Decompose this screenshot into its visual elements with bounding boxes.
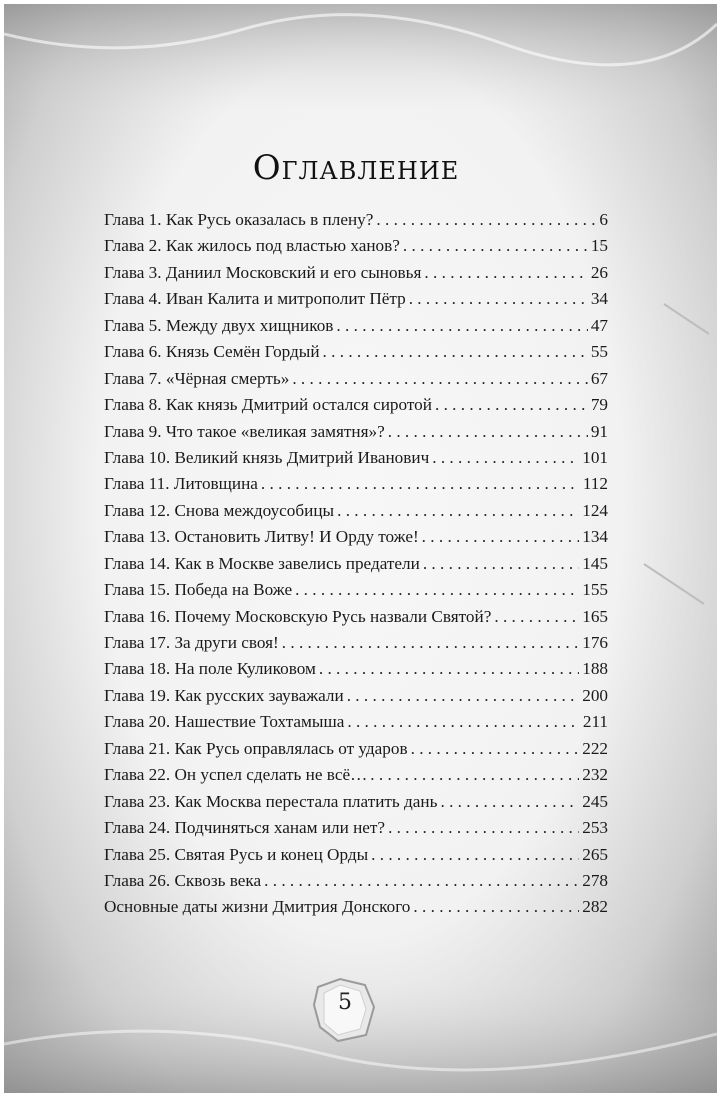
toc-entry-page: 176 [582,633,608,652]
toc-entry [104,739,608,765]
toc-leader-dots [432,448,579,468]
toc-leader-dots [347,686,580,706]
toc-entry-page: 6 [599,210,608,229]
toc-entry [104,422,608,448]
toc-leader-dots [323,342,588,362]
toc-leader-dots [371,845,579,865]
toc-entry [104,765,608,791]
toc-leader-dots [422,527,580,547]
toc-entry [104,792,608,818]
toc-leader-dots [413,897,579,917]
toc-entry-title: Глава 10. Великий князь Дмитрий Иванович [104,447,430,467]
toc-entry [104,474,608,500]
toc-leader-dots [435,395,588,415]
toc-entry [104,210,608,236]
toc-entry-title: Глава 17. За други своя! [104,633,279,652]
toc-entry-page: 15 [590,236,608,256]
toc-entry [104,263,608,289]
toc-entry [104,633,608,659]
toc-entry [104,369,608,395]
toc-entry [104,448,608,474]
toc-leader-dots [261,474,580,494]
toc-entry-title: Глава 5. Между двух хищников [104,315,334,335]
toc-entry [104,871,608,897]
toc-entry-title: Глава 26. Сквозь века [104,870,262,890]
toc-entry-title: Глава 3. Даниил Московский и его сыновья [104,262,422,282]
toc-leader-dots [494,607,579,627]
toc-entry [104,554,608,580]
toc-entry-page: 188 [582,659,608,679]
toc-entry-title: Глава 15. Победа на Воже [104,580,293,600]
toc-entry-page: 34 [590,289,608,309]
toc-leader-dots [376,210,596,230]
toc-leader-dots [411,739,580,759]
toc-entry [104,580,608,606]
toc-entry [104,712,608,738]
toc-entry-page: 134 [582,527,608,547]
toc-entry [104,236,608,262]
toc-leader-dots [264,871,579,891]
toc-entry-title: Глава 22. Он успел сделать не всё… [104,765,368,785]
toc-entry-page: 101 [582,447,608,467]
toc-entry [104,686,608,712]
toc-leader-dots [403,236,588,256]
toc-entry-page: 253 [582,818,608,838]
toc-entry-page: 67 [590,368,608,388]
toc-entry-title: Глава 6. Князь Семён Гордый [104,342,320,362]
toc-entry [104,527,608,553]
toc-entry-title: Глава 1. Как Русь оказалась в плену? [104,210,374,229]
toc-entry [104,501,608,527]
toc-entry-title: Глава 12. Снова междоусобицы [104,500,335,520]
toc-entry-page: 265 [582,844,608,864]
toc-entry-page: 278 [582,870,608,890]
toc-entry [104,316,608,342]
toc-leader-dots [440,792,579,812]
toc-leader-dots [409,289,588,309]
toc-leader-dots [388,818,579,838]
page-title: Оглавление [252,148,460,188]
toc-entry [104,845,608,871]
toc-entry-title: Глава 7. «Чёрная смерть» [104,368,290,388]
toc-entry-title: Глава 9. Что такое «великая замятня»? [104,421,385,441]
toc-entry-title: Глава 4. Иван Калита и митрополит Пётр [104,289,406,309]
toc-entry-page: 124 [582,500,608,520]
toc-entry-page: 55 [590,342,608,362]
toc-entry [104,818,608,844]
toc-entry-title: Глава 16. Почему Московскую Русь назвали Святой? [104,606,492,626]
toc-entry [104,659,608,685]
toc-leader-dots [347,712,580,732]
toc-leader-dots [337,501,579,521]
toc-leader-dots [336,316,587,336]
toc-leader-dots [423,554,579,574]
toc-list [104,210,608,924]
toc-entry-title: Глава 8. Как князь Дмитрий остался сиротой [104,395,432,415]
toc-entry-page: 26 [590,262,608,282]
toc-entry-title: Глава 25. Святая Русь и конец Орды [104,844,369,864]
toc-leader-dots [424,263,587,283]
toc-entry [104,289,608,315]
toc-entry-page: 245 [582,791,608,811]
toc-entry-page: 155 [582,580,608,600]
toc-leader-dots [292,369,588,389]
toc-entry-title: Глава 14. Как в Москве завелись предатели [104,553,420,573]
toc-entry-title: Глава 21. Как Русь оправлялась от ударов [104,738,408,758]
toc-entry-title: Глава 18. На поле Куликовом [104,659,316,679]
toc-entry-title: Глава 19. Как русских зауважали [104,685,344,705]
toc-entry-title: Основные даты жизни Дмитрия Донского [104,897,411,917]
toc-entry-page: 222 [582,738,608,758]
toc-entry [104,897,608,923]
toc-entry [104,607,608,633]
toc-leader-dots [370,765,579,785]
toc-entry-page: 145 [582,553,608,573]
toc-leader-dots [388,422,588,442]
toc-entry [104,395,608,421]
toc-leader-dots [282,633,579,653]
toc-entry-page: 165 [582,606,608,626]
toc-entry-title: Глава 2. Как жилось под властью ханов? [104,236,400,256]
toc-entry-title: Глава 24. Подчиняться ханам или нет? [104,818,386,838]
toc-entry-page: 79 [590,395,608,415]
toc-entry-page: 211 [582,712,608,732]
toc-entry-title: Глава 13. Остановить Литву! И Орду тоже! [104,527,419,547]
toc-entry-title: Глава 20. Нашествие Тохтамыша [104,712,345,732]
page-number: 5 [338,990,352,1015]
toc-leader-dots [319,659,579,679]
toc-entry-page: 91 [590,421,608,441]
toc-entry-title: Глава 23. Как Москва перестала платить дань [104,791,438,811]
toc-entry-page: 112 [582,474,608,494]
toc-leader-dots [295,580,579,600]
toc-entry-page: 282 [582,897,608,917]
toc-entry-page: 200 [582,685,608,705]
toc-entry-title: Глава 11. Литовщина [104,474,258,494]
toc-entry [104,342,608,368]
toc-entry-page: 47 [590,315,608,335]
toc-entry-page: 232 [582,765,608,785]
